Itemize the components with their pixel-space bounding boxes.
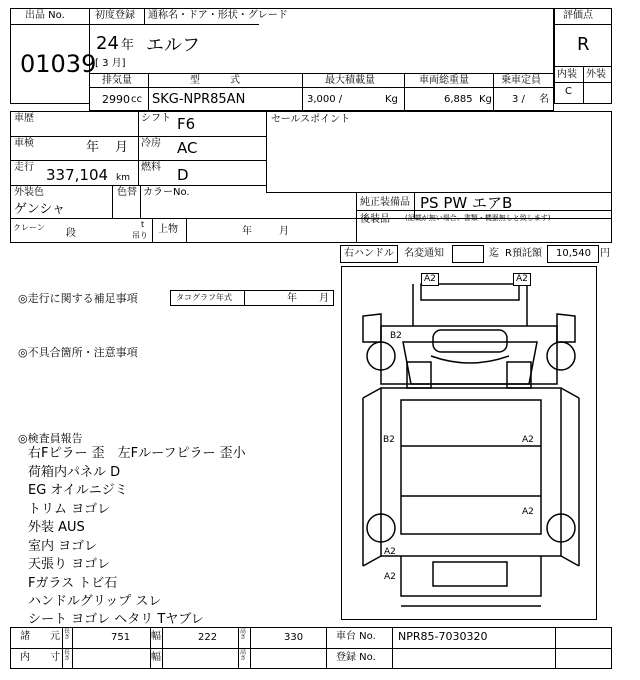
equipment-value: PS PW エアB bbox=[420, 194, 513, 212]
width-value: 222 bbox=[198, 632, 218, 643]
inspection-year: 年 bbox=[86, 140, 100, 155]
upper-label: 上物 bbox=[158, 224, 178, 235]
inspector-line: ハンドルグリップ スレ bbox=[28, 594, 162, 609]
gross-weight-label: 車両総重量 bbox=[419, 75, 469, 86]
upper-year: 年 bbox=[242, 226, 252, 237]
damage-mark: A2 bbox=[384, 572, 396, 582]
displacement-label: 排気量 bbox=[102, 75, 132, 86]
aircon-label: 冷房 bbox=[141, 138, 161, 149]
damage-mark: B2 bbox=[390, 331, 402, 341]
truck-outline-icon bbox=[341, 266, 597, 620]
interior-grade-label: 内装 bbox=[557, 69, 577, 80]
inspector-line: Fガラス トビ石 bbox=[28, 576, 118, 591]
shift-label: シフト bbox=[141, 113, 171, 124]
color-no-label: カラーNo. bbox=[143, 187, 190, 198]
interior-height-label: 高さ bbox=[240, 649, 247, 662]
tacho-month: 月 bbox=[319, 293, 329, 304]
color-label: 外装色 bbox=[14, 187, 44, 198]
interior-length-label: 長さ bbox=[64, 649, 71, 662]
inspector-line: トリム ヨゴレ bbox=[28, 502, 111, 517]
width-label: 幅 bbox=[151, 631, 161, 642]
tacho-year: 年 bbox=[287, 293, 297, 304]
interior-width-label: 幅 bbox=[151, 652, 161, 663]
month-value: [ 3 月] bbox=[95, 58, 126, 69]
mileage-unit: km bbox=[116, 173, 130, 183]
year-unit: 年 bbox=[121, 38, 135, 53]
equipment-label: 純正装備品 bbox=[360, 197, 410, 208]
length-label: 長さ bbox=[64, 628, 71, 641]
color-value: ゲンシャ bbox=[14, 202, 66, 217]
damage-mark: A2 bbox=[522, 507, 534, 517]
inspector-line: 天張り ヨゴレ bbox=[28, 557, 111, 572]
lot-number: 01039 bbox=[20, 50, 97, 78]
defects-title: ◎不具合箇所・注意事項 bbox=[18, 346, 138, 359]
score-label: 評価点 bbox=[563, 10, 593, 21]
model-name: エルフ bbox=[146, 35, 200, 56]
max-load-unit: Kg bbox=[385, 94, 398, 105]
aftermarket-label: 後装品 bbox=[360, 214, 390, 225]
damage-mark: A2 bbox=[522, 435, 534, 445]
inspector-title: ◎検査員報告 bbox=[18, 432, 83, 445]
name-change-label: 名変通知 bbox=[404, 248, 444, 259]
inspector-line: シート ヨゴレ ヘタリ Tヤブレ bbox=[28, 612, 204, 627]
chassis-label: 車台 No. bbox=[336, 631, 376, 642]
type-value: SKG-NPR85AN bbox=[152, 92, 246, 107]
inspector-line: 右Fピラー 歪 左Fルーフピラー 歪小 bbox=[28, 446, 246, 461]
damage-mark: A2 bbox=[421, 273, 439, 286]
interior-grade-value: C bbox=[565, 86, 572, 97]
r-deposit-label: R預託額 bbox=[505, 248, 542, 259]
max-load-label: 最大積載量 bbox=[325, 75, 375, 86]
damage-mark: A2 bbox=[513, 273, 531, 286]
first-reg-label: 初度登録 bbox=[95, 10, 135, 21]
inspector-line: 荷箱内パネル D bbox=[28, 465, 121, 480]
displacement-value: 2990 bbox=[102, 93, 130, 106]
history-label: 車歴 bbox=[14, 113, 34, 124]
inspector-line: 室内 ヨゴレ bbox=[28, 539, 98, 554]
aftermarket-note: (記載が無い場合、書類・機器無しと致します) bbox=[405, 214, 551, 222]
driving-notes-title: ◎走行に関する補足事項 bbox=[18, 292, 138, 305]
mileage-label: 走行 bbox=[14, 162, 34, 173]
r-deposit-unit: 円 bbox=[600, 248, 610, 259]
dims-label: 諸 元 bbox=[20, 631, 60, 642]
inspector-line: 外装 AUS bbox=[28, 520, 85, 535]
r-deposit-value: 10,540 bbox=[556, 248, 591, 259]
max-load-value: 3,000 / bbox=[307, 94, 343, 105]
inspection-month: 月 bbox=[115, 140, 129, 155]
crane-t: t bbox=[141, 220, 145, 229]
crane-hang: 吊り bbox=[132, 231, 148, 240]
capacity-label: 乗車定員 bbox=[501, 75, 541, 86]
height-label: 高さ bbox=[240, 628, 247, 641]
damage-mark: B2 bbox=[383, 435, 395, 445]
mileage-value: 337,104 bbox=[46, 166, 109, 184]
score-value: R bbox=[577, 34, 590, 55]
fuel-value: D bbox=[177, 166, 189, 184]
length-value: 751 bbox=[111, 632, 131, 643]
gross-weight-value: 6,885 bbox=[444, 94, 473, 105]
aircon-value: AC bbox=[177, 139, 198, 157]
reg-label: 登録 No. bbox=[336, 652, 376, 663]
exterior-grade-label: 外装 bbox=[586, 69, 606, 80]
tacho-label: タコグラフ年式 bbox=[176, 293, 232, 302]
capacity-value: 3 / bbox=[512, 94, 525, 105]
gross-weight-unit: Kg bbox=[479, 94, 492, 105]
name-change-box bbox=[452, 245, 484, 263]
deadline-label: 迄 bbox=[489, 248, 499, 259]
crane-stage: 段 bbox=[66, 228, 76, 239]
chassis-value: NPR85-7030320 bbox=[398, 630, 488, 643]
crane-label: クレーン bbox=[13, 223, 45, 232]
shift-value: F6 bbox=[177, 115, 196, 133]
displacement-unit: cc bbox=[131, 94, 142, 105]
height-value: 330 bbox=[284, 632, 304, 643]
type-label: 型 式 bbox=[190, 75, 240, 86]
right-handle-label: 右ハンドル bbox=[344, 248, 394, 259]
year-value: 24 bbox=[96, 33, 119, 54]
inspector-line: EG オイルニジミ bbox=[28, 483, 128, 498]
name-label: 通称名・ドア・形状・グレード bbox=[148, 10, 288, 21]
color-change-label: 色替 bbox=[117, 187, 137, 198]
capacity-unit: 名 bbox=[539, 94, 549, 105]
inspection-label: 車検 bbox=[14, 138, 34, 149]
fuel-label: 燃料 bbox=[141, 162, 161, 173]
sales-point-label: セールスポイント bbox=[271, 114, 351, 125]
damage-mark: A2 bbox=[384, 547, 396, 557]
upper-month: 月 bbox=[279, 226, 289, 237]
interior-dims-label: 内 寸 bbox=[20, 652, 60, 663]
lot-label: 出品 No. bbox=[25, 10, 65, 21]
